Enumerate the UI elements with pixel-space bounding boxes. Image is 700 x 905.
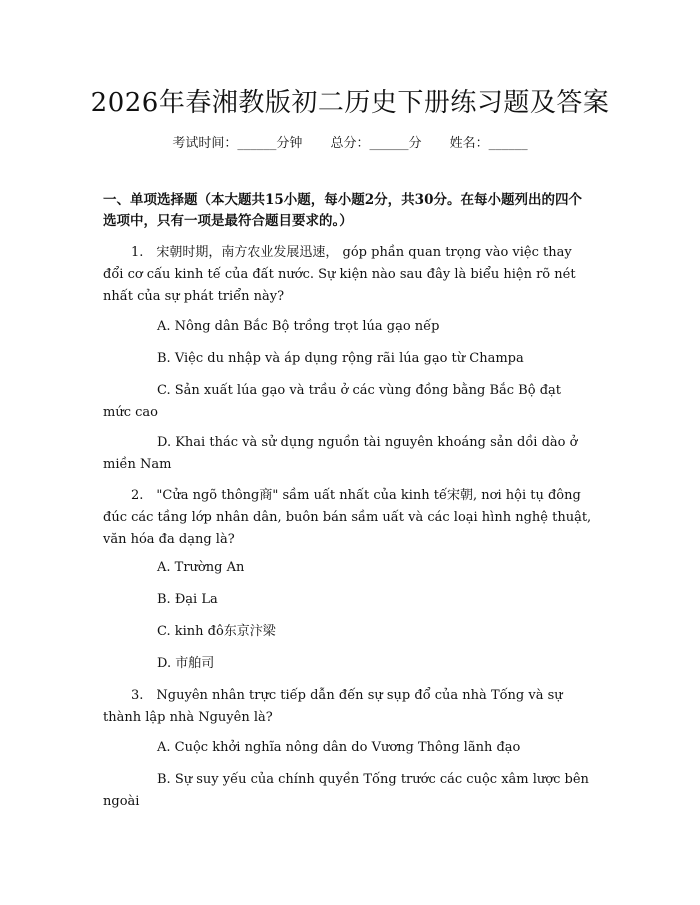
total-score-label: 总分：______分 (330, 136, 422, 151)
question-2-option-a: A. Trường An (157, 560, 245, 575)
question-3-text: 3. Nguyên nhân trực tiếp dẫn đến sự sụp đổ của nhà Tống và sự thành lập nhà Nguyên là? (103, 688, 563, 725)
question-1-option-b: B. Việc du nhập và áp dụng rộng rãi lúa gạo từ Champa (157, 351, 524, 366)
exam-meta (0, 132, 700, 151)
question-1-option-c: C. Sản xuất lúa gạo và trầu ở các vùng đồng bằng Bắc Bộ đạt mức cao (103, 383, 561, 420)
question-1-option-a: A. Nông dân Bắc Bộ trồng trọt lúa gạo nếp (157, 319, 440, 334)
question-1-text: 1. 宋朝时期，南方农业发展迅速， góp phần quan trọng vào việc thay đổi cơ cấu kinh tế của đất nước. Sự kiện nào sau đây là biểu hiện rõ nét nhất của sự phát triển này? (103, 245, 576, 304)
question-2-text: 2. "Cửa ngõ thông商" sầm uất nhất của kinh tế宋朝, nơi hội tụ đông đúc các tầng lớp nhân dân, buôn bán sầm uất và các loại hình nghệ thuật, văn hóa đa dạng là? (103, 488, 592, 547)
question-3-option-b: B. Sự suy yếu của chính quyền Tống trước các cuộc xâm lược bên ngoài (103, 772, 589, 809)
name-label: 姓名：______ (449, 136, 528, 151)
page-title: 2026年春湘教版初二历史下册练习题及答案 (90, 88, 610, 118)
question-2-option-d: D. 市舶司 (157, 656, 215, 671)
question-1-option-d: D. Khai thác và sử dụng nguồn tài nguyên khoáng sản dồi dào ở miền Nam (103, 435, 578, 472)
question-2-option-b: B. Đại La (157, 592, 218, 607)
section-heading: 一、单项选择题（本大题共15小题，每小题2分，共30分。在每小题列出的四个选项中，只有一项是最符合题目要求的。） (103, 192, 582, 229)
exam-time-label: 考试时间：______分钟 (172, 136, 303, 151)
question-3-option-a: A. Cuộc khởi nghĩa nông dân do Vương Thông lãnh đạo (157, 740, 521, 755)
question-2-option-c: C. kinh đô东京汴梁 (157, 624, 276, 639)
